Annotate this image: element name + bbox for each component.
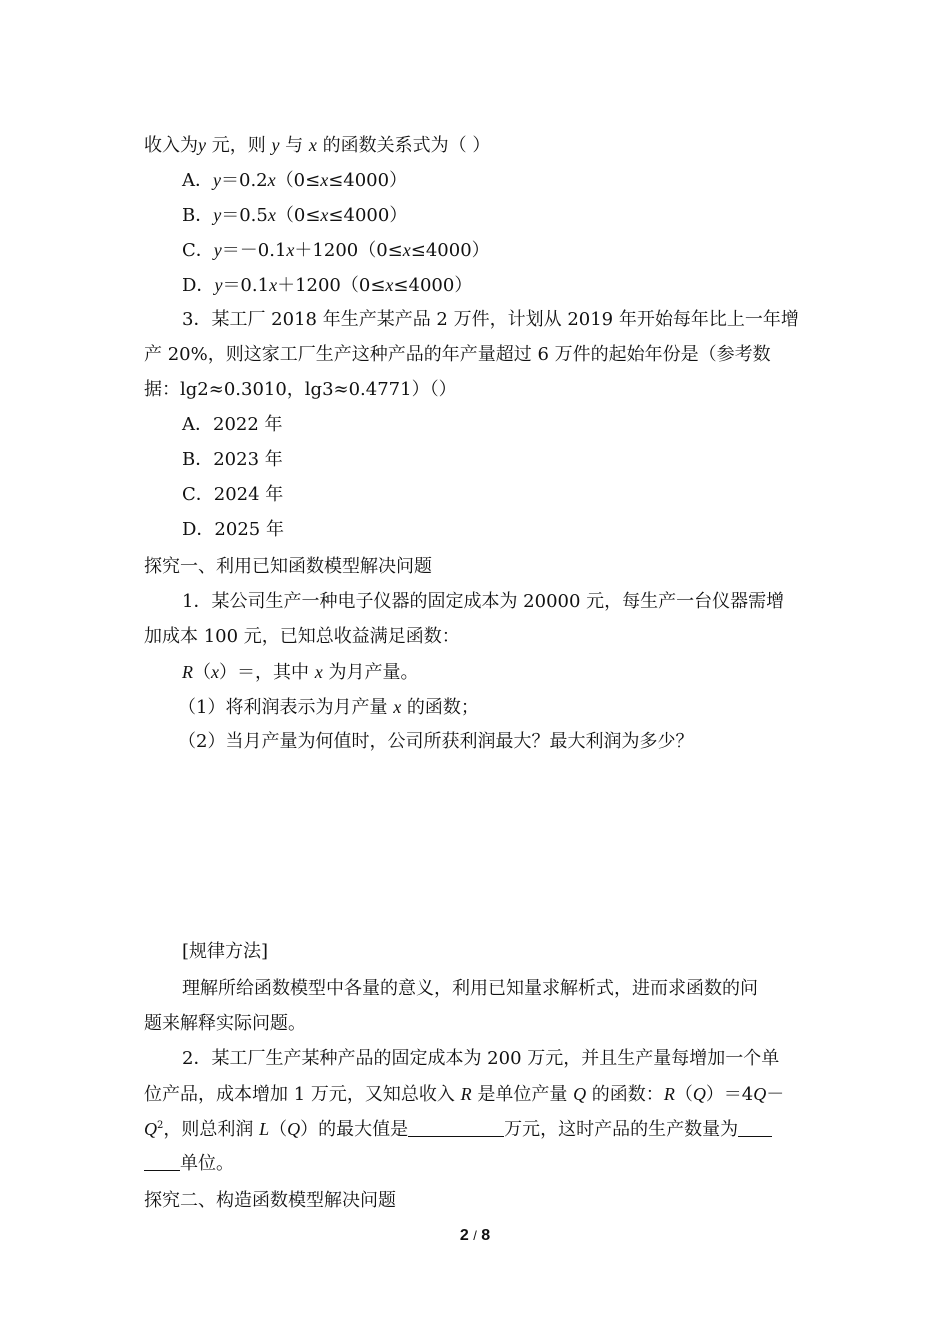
quantity-blank-part1[interactable] bbox=[738, 1118, 772, 1137]
q2-stem-tail: 收入为y 元，则 y 与 x 的函数关系式为（ ） bbox=[144, 135, 491, 156]
q3-option-d: D．2025 年 bbox=[182, 519, 284, 540]
q3-stem-line3: 据：lg2≈0.3010，lg3≈0.4771）（） bbox=[144, 379, 457, 400]
problem2-line3: $Q^2$，则总利润 L（Q）的最大值是 万元，这时产品的生产数量为 bbox=[144, 1115, 809, 1144]
q2-option-c: C．y＝－0.1x＋1200（0≤x≤4000） bbox=[182, 240, 490, 261]
current-page: 2 bbox=[459, 1227, 469, 1244]
section2-heading: 探究二、构造函数模型解决问题 bbox=[144, 1190, 396, 1211]
problem2-line2: 位产品，成本增加 1 万元，又知总收入 R 是单位产量 Q 的函数：R（Q）＝4Q－ bbox=[144, 1084, 785, 1105]
section1-heading: 探究一、利用已知函数模型解决问题 bbox=[144, 556, 432, 577]
problem2-line1: 2．某工厂生产某种产品的固定成本为 200 万元，并且生产量每增加一个单 bbox=[182, 1048, 780, 1069]
problem1-line2: 加成本 100 元，已知总收益满足函数： bbox=[144, 626, 460, 647]
q3-stem-line2: 产 20%，则这家工厂生产这种产品的年产量超过 6 万件的起始年份是（参考数 bbox=[144, 344, 771, 365]
q3-option-b: B．2023 年 bbox=[182, 449, 283, 470]
quantity-blank-part2[interactable] bbox=[144, 1152, 180, 1171]
problem1-line1: 1．某公司生产一种电子仪器的固定成本为 20000 元，每生产一台仪器需增 bbox=[182, 591, 785, 612]
q2-option-d: D．y＝0.1x＋1200（0≤x≤4000） bbox=[182, 275, 473, 296]
method-heading: [规律方法] bbox=[182, 941, 269, 962]
q3-option-c: C．2024 年 bbox=[182, 484, 284, 505]
q3-option-a: A．2022 年 bbox=[182, 414, 283, 435]
total-pages: 8 bbox=[481, 1227, 491, 1244]
method-line1: 理解所给函数模型中各量的意义，利用已知量求解析式，进而求函数的问 bbox=[182, 978, 758, 999]
problem1-revenue-function: R（x）＝，其中 x 为月产量。 bbox=[182, 662, 419, 683]
q3-stem-line1: 3．某工厂 2018 年生产某产品 2 万件，计划从 2019 年开始每年比上一年增 bbox=[182, 309, 799, 330]
problem1-subquestion-2: （2）当月产量为何值时，公司所获利润最大？最大利润为多少？ bbox=[178, 731, 694, 752]
page-separator: / bbox=[473, 1228, 477, 1243]
page-number bbox=[0, 1224, 950, 1248]
max-profit-blank[interactable] bbox=[408, 1118, 504, 1137]
q2-option-b: B．y＝0.5x（0≤x≤4000） bbox=[182, 205, 408, 226]
problem1-subquestion-1: （1）将利润表示为月产量 x 的函数； bbox=[178, 697, 479, 718]
q2-option-a: A．y＝0.2x（0≤x≤4000） bbox=[182, 170, 408, 191]
method-line2: 题来解释实际问题。 bbox=[144, 1013, 306, 1034]
problem2-line4: 单位。 bbox=[144, 1150, 809, 1178]
